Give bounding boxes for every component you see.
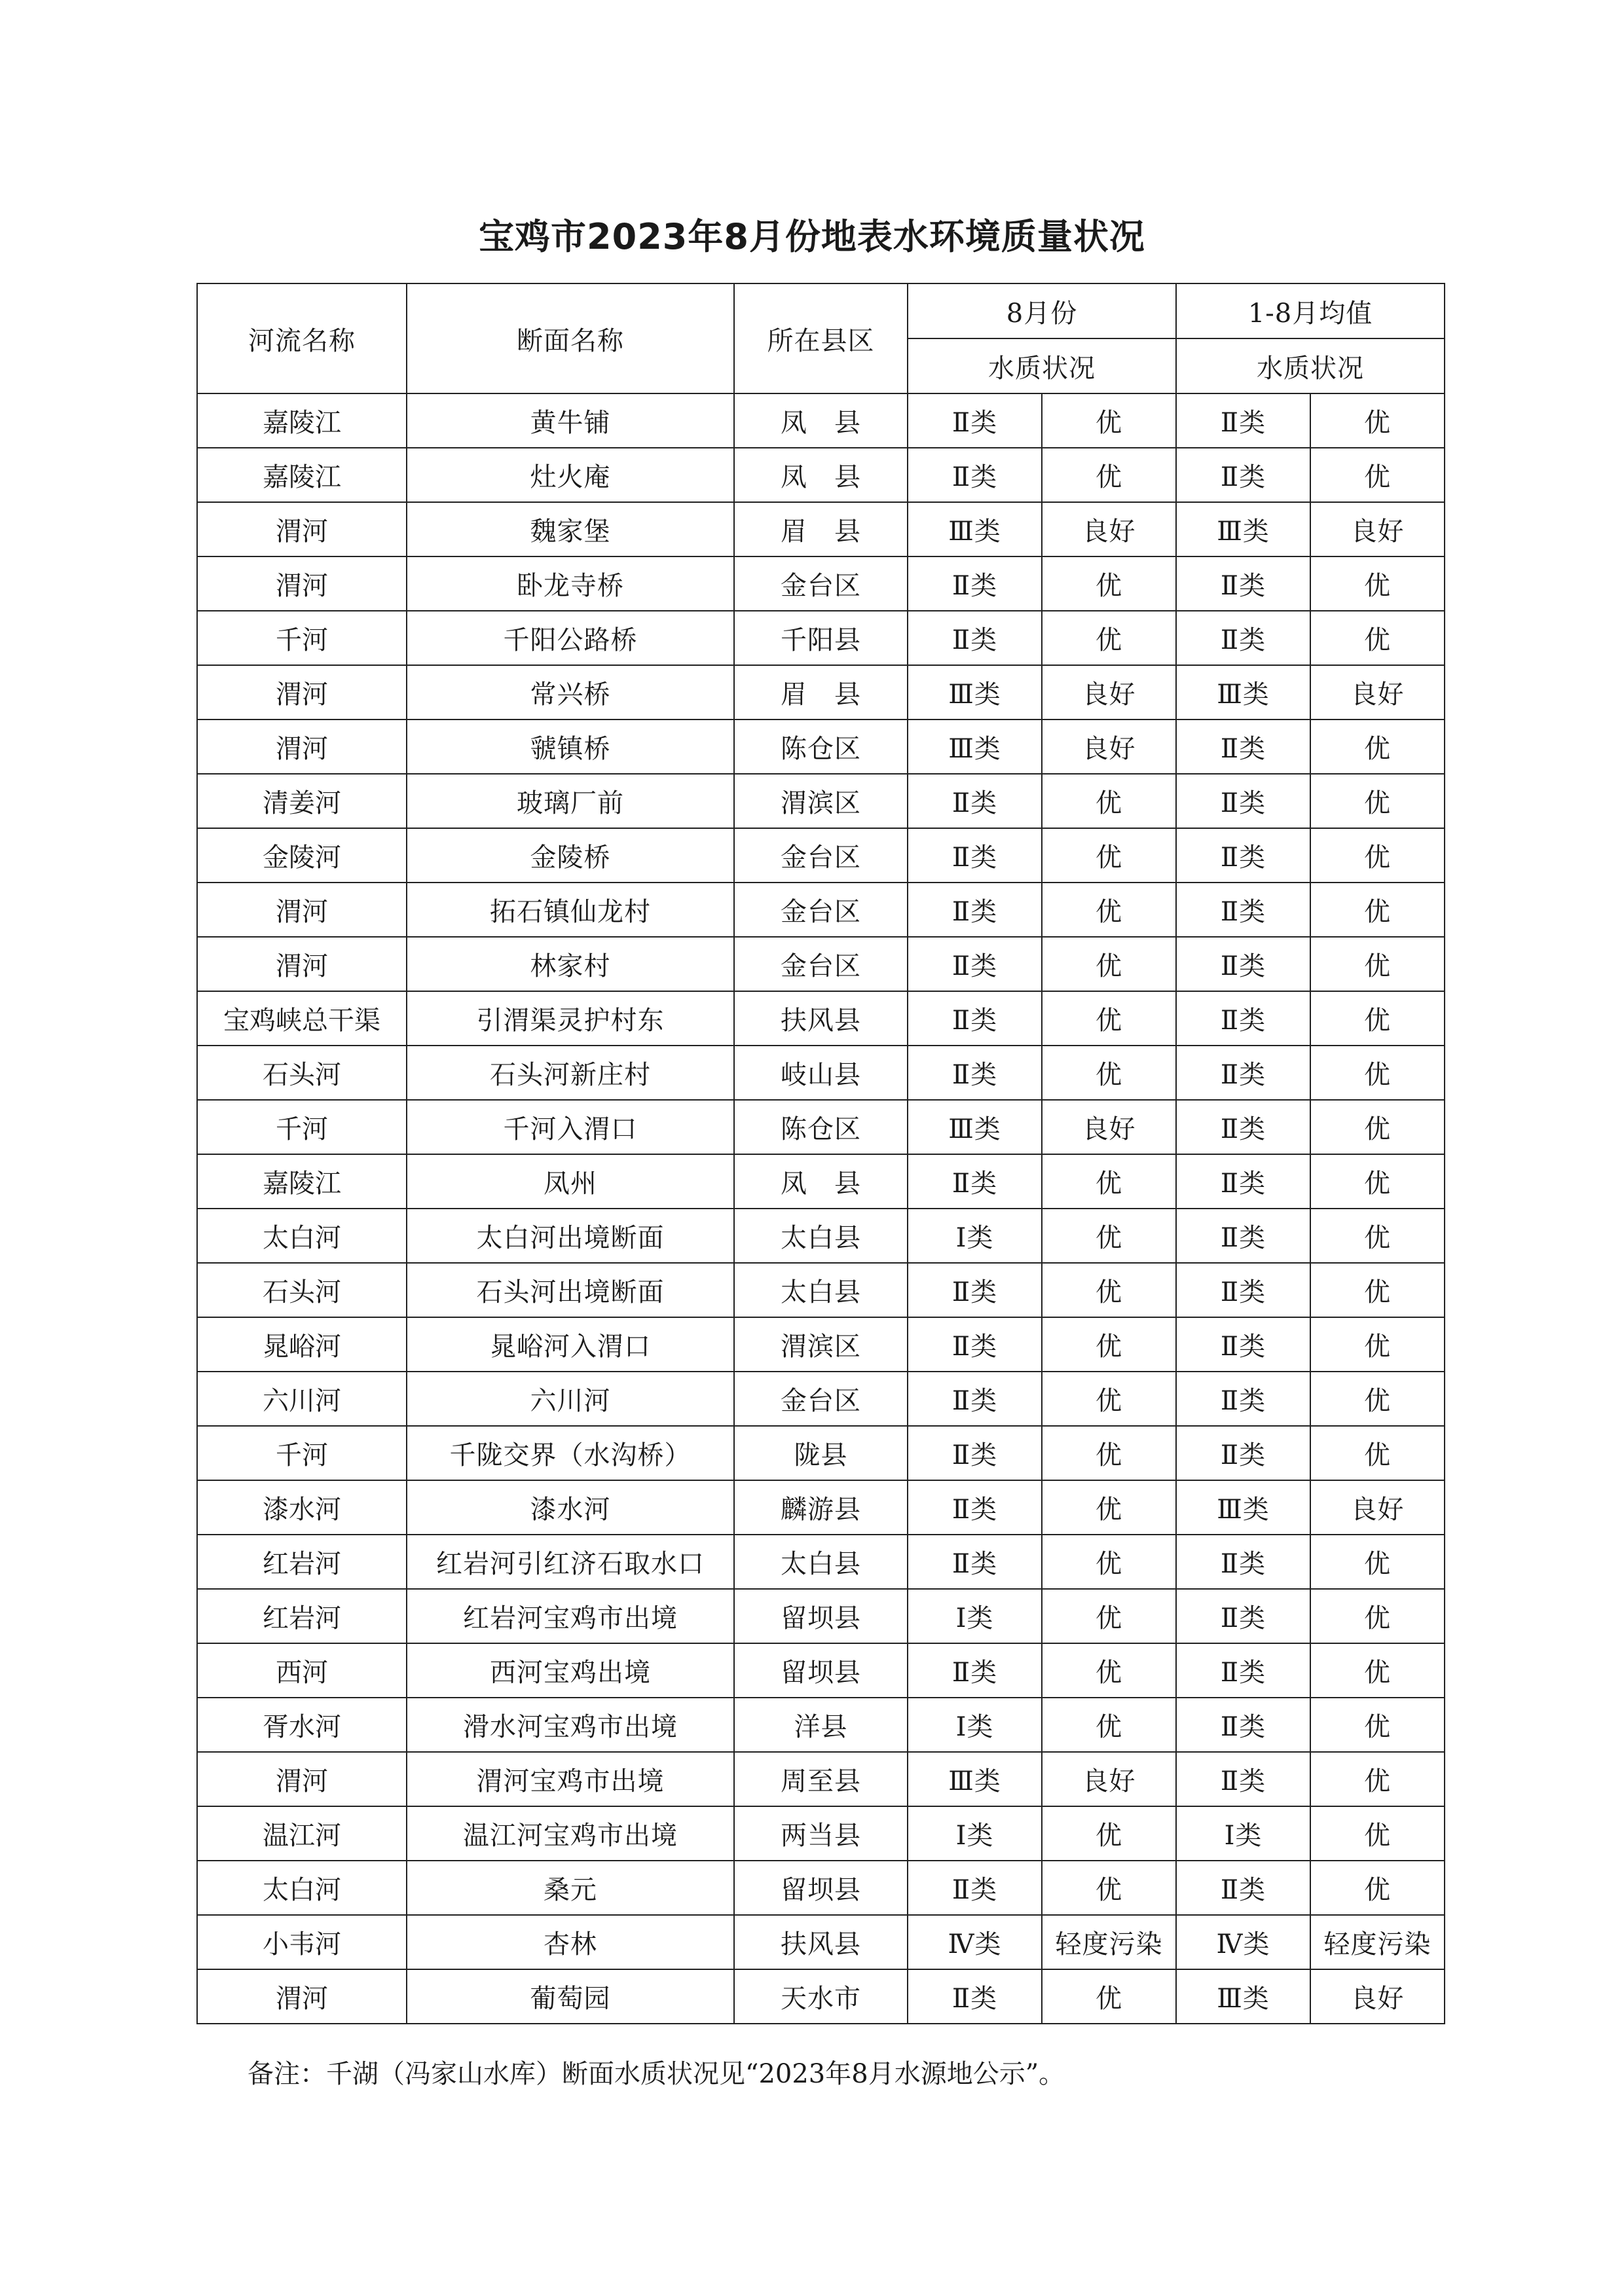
average-level-cell: 优 [1310,556,1445,611]
august-level-cell: 优 [1042,393,1176,448]
average-class-cell: Ⅱ类 [1176,1643,1310,1698]
august-class-cell: Ⅲ类 [908,720,1042,774]
average-class-cell: Ⅲ类 [1176,665,1310,720]
august-class-cell: Ⅱ类 [908,556,1042,611]
average-class-cell: Ⅱ类 [1176,1535,1310,1589]
average-class-cell: Ⅱ类 [1176,1209,1310,1263]
county-cell: 陇县 [734,1426,908,1480]
section-name-cell: 林家村 [407,937,734,991]
table-row [197,393,1445,448]
section-name-cell: 常兴桥 [407,665,734,720]
section-name-cell: 凤州 [407,1154,734,1209]
average-class-cell: Ⅱ类 [1176,828,1310,883]
county-cell: 金台区 [734,828,908,883]
county-cell: 留坝县 [734,1643,908,1698]
table-row [197,828,1445,883]
august-class-cell: Ⅱ类 [908,828,1042,883]
county-cell: 太白县 [734,1263,908,1317]
average-level-cell: 优 [1310,937,1445,991]
river-name-cell: 太白河 [197,1209,407,1263]
average-class-cell: Ⅱ类 [1176,1861,1310,1915]
section-name-cell: 千陇交界（水沟桥） [407,1426,734,1480]
august-class-cell: Ⅲ类 [908,1752,1042,1806]
august-level-cell: 优 [1042,1480,1176,1535]
august-level-cell: 优 [1042,448,1176,502]
section-name-cell: 六川河 [407,1372,734,1426]
county-cell: 洋县 [734,1698,908,1752]
average-level-cell: 优 [1310,1317,1445,1372]
august-class-cell: Ⅱ类 [908,937,1042,991]
county-cell: 渭滨区 [734,1317,908,1372]
river-name-cell: 渭河 [197,1752,407,1806]
average-level-cell: 优 [1310,1154,1445,1209]
section-name-cell: 渭河宝鸡市出境 [407,1752,734,1806]
average-level-cell: 优 [1310,1643,1445,1698]
table-row [197,937,1445,991]
section-name-cell: 引渭渠灵护村东 [407,991,734,1046]
average-level-cell: 优 [1310,448,1445,502]
header-county: 所在县区 [734,283,908,393]
table-row [197,1154,1445,1209]
river-name-cell: 渭河 [197,502,407,556]
august-level-cell: 优 [1042,611,1176,665]
header-august: 8月份 [908,283,1176,338]
august-level-cell: 良好 [1042,665,1176,720]
average-class-cell: Ⅱ类 [1176,1698,1310,1752]
river-name-cell: 嘉陵江 [197,448,407,502]
average-level-cell: 优 [1310,1263,1445,1317]
table-row [197,1698,1445,1752]
august-class-cell: Ⅲ类 [908,665,1042,720]
august-class-cell: Ⅱ类 [908,1154,1042,1209]
page-title: 宝鸡市2023年8月份地表水环境质量状况 [479,216,1145,257]
table-header [197,283,1445,393]
average-level-cell: 优 [1310,883,1445,937]
august-level-cell: 良好 [1042,720,1176,774]
average-class-cell: Ⅲ类 [1176,1969,1310,2024]
average-level-cell: 优 [1310,774,1445,828]
river-name-cell: 千河 [197,611,407,665]
table-row [197,1100,1445,1154]
average-level-cell: 优 [1310,1752,1445,1806]
county-cell: 留坝县 [734,1861,908,1915]
average-level-cell: 优 [1310,611,1445,665]
river-name-cell: 石头河 [197,1263,407,1317]
table-row [197,1317,1445,1372]
august-class-cell: Ⅳ类 [908,1915,1042,1969]
august-class-cell: Ⅱ类 [908,1861,1042,1915]
header-august-quality: 水质状况 [908,338,1176,393]
table-row [197,1426,1445,1480]
average-class-cell: Ⅱ类 [1176,774,1310,828]
table-row [197,1263,1445,1317]
section-name-cell: 虢镇桥 [407,720,734,774]
river-name-cell: 宝鸡峡总干渠 [197,991,407,1046]
section-name-cell: 葡萄园 [407,1969,734,2024]
table-row [197,1535,1445,1589]
river-name-cell: 西河 [197,1643,407,1698]
average-level-cell: 优 [1310,1426,1445,1480]
section-name-cell: 太白河出境断面 [407,1209,734,1263]
average-level-cell: 优 [1310,1806,1445,1861]
august-level-cell: 优 [1042,883,1176,937]
county-cell: 凤 县 [734,393,908,448]
august-class-cell: Ⅱ类 [908,1426,1042,1480]
average-level-cell: 优 [1310,1209,1445,1263]
river-name-cell: 红岩河 [197,1535,407,1589]
august-level-cell: 良好 [1042,502,1176,556]
river-name-cell: 胥水河 [197,1698,407,1752]
county-cell: 金台区 [734,1372,908,1426]
header-river-name: 河流名称 [197,283,407,393]
average-level-cell: 良好 [1310,1480,1445,1535]
august-class-cell: Ⅱ类 [908,611,1042,665]
average-class-cell: Ⅱ类 [1176,1426,1310,1480]
august-level-cell: 优 [1042,1861,1176,1915]
county-cell: 留坝县 [734,1589,908,1643]
river-name-cell: 嘉陵江 [197,393,407,448]
county-cell: 金台区 [734,883,908,937]
average-level-cell: 优 [1310,828,1445,883]
table-row [197,1861,1445,1915]
river-name-cell: 渭河 [197,883,407,937]
river-name-cell: 渭河 [197,556,407,611]
section-name-cell: 灶火庵 [407,448,734,502]
average-level-cell: 优 [1310,1698,1445,1752]
river-name-cell: 嘉陵江 [197,1154,407,1209]
august-class-cell: Ⅱ类 [908,774,1042,828]
river-name-cell: 太白河 [197,1861,407,1915]
average-class-cell: Ⅱ类 [1176,1046,1310,1100]
section-name-cell: 卧龙寺桥 [407,556,734,611]
river-name-cell: 漆水河 [197,1480,407,1535]
table-row [197,1643,1445,1698]
average-class-cell: Ⅳ类 [1176,1915,1310,1969]
august-level-cell: 优 [1042,991,1176,1046]
average-class-cell: Ⅱ类 [1176,556,1310,611]
average-class-cell: Ⅱ类 [1176,1100,1310,1154]
county-cell: 两当县 [734,1806,908,1861]
river-name-cell: 六川河 [197,1372,407,1426]
average-class-cell: Ⅱ类 [1176,720,1310,774]
august-level-cell: 优 [1042,1589,1176,1643]
august-level-cell: 优 [1042,1535,1176,1589]
august-level-cell: 优 [1042,1046,1176,1100]
section-name-cell: 西河宝鸡出境 [407,1643,734,1698]
table-row [197,1046,1445,1100]
august-class-cell: Ⅱ类 [908,393,1042,448]
average-class-cell: Ⅱ类 [1176,1317,1310,1372]
river-name-cell: 晁峪河 [197,1317,407,1372]
county-cell: 陈仓区 [734,1100,908,1154]
county-cell: 太白县 [734,1535,908,1589]
august-level-cell: 优 [1042,1969,1176,2024]
august-level-cell: 优 [1042,774,1176,828]
table-row [197,1969,1445,2024]
section-name-cell: 石头河出境断面 [407,1263,734,1317]
august-level-cell: 优 [1042,1372,1176,1426]
county-cell: 岐山县 [734,1046,908,1100]
table-row [197,1480,1445,1535]
header-jan-aug-average: 1-8月均值 [1176,283,1445,338]
section-name-cell: 千河入渭口 [407,1100,734,1154]
river-name-cell: 石头河 [197,1046,407,1100]
table-row [197,448,1445,502]
river-name-cell: 小韦河 [197,1915,407,1969]
section-name-cell: 晁峪河入渭口 [407,1317,734,1372]
august-class-cell: Ⅱ类 [908,448,1042,502]
table-row [197,556,1445,611]
august-level-cell: 优 [1042,1806,1176,1861]
river-name-cell: 清姜河 [197,774,407,828]
table-row [197,665,1445,720]
august-level-cell: 优 [1042,1426,1176,1480]
average-level-cell: 优 [1310,1861,1445,1915]
table-row [197,991,1445,1046]
header-section-name: 断面名称 [407,283,734,393]
county-cell: 金台区 [734,937,908,991]
table-row [197,1915,1445,1969]
table-row [197,611,1445,665]
average-level-cell: 轻度污染 [1310,1915,1445,1969]
august-level-cell: 优 [1042,1643,1176,1698]
average-level-cell: 良好 [1310,665,1445,720]
table-row [197,1806,1445,1861]
august-class-cell: Ⅱ类 [908,1535,1042,1589]
average-level-cell: 良好 [1310,1969,1445,2024]
average-class-cell: Ⅱ类 [1176,1589,1310,1643]
section-name-cell: 石头河新庄村 [407,1046,734,1100]
header-average-quality: 水质状况 [1176,338,1445,393]
table-row [197,1589,1445,1643]
average-class-cell: Ⅱ类 [1176,1372,1310,1426]
river-name-cell: 千河 [197,1426,407,1480]
table-row [197,1209,1445,1263]
county-cell: 扶风县 [734,991,908,1046]
august-class-cell: Ⅱ类 [908,1643,1042,1698]
section-name-cell: 黄牛铺 [407,393,734,448]
august-level-cell: 优 [1042,828,1176,883]
section-name-cell: 红岩河引红济石取水口 [407,1535,734,1589]
county-cell: 天水市 [734,1969,908,2024]
average-class-cell: Ⅱ类 [1176,991,1310,1046]
water-quality-table-container [196,283,1444,2024]
river-name-cell: 千河 [197,1100,407,1154]
august-level-cell: 优 [1042,1154,1176,1209]
footnote: 备注：千湖（冯家山水库）断面水质状况见“2023年8月水源地公示”。 [248,2059,1065,2089]
section-name-cell: 滑水河宝鸡市出境 [407,1698,734,1752]
august-level-cell: 优 [1042,1209,1176,1263]
average-class-cell: Ⅱ类 [1176,448,1310,502]
august-class-cell: Ⅱ类 [908,1263,1042,1317]
county-cell: 金台区 [734,556,908,611]
average-class-cell: Ⅲ类 [1176,502,1310,556]
average-level-cell: 优 [1310,720,1445,774]
section-name-cell: 桑元 [407,1861,734,1915]
average-level-cell: 优 [1310,1100,1445,1154]
average-class-cell: Ⅱ类 [1176,393,1310,448]
august-class-cell: Ⅰ类 [908,1589,1042,1643]
section-name-cell: 拓石镇仙龙村 [407,883,734,937]
section-name-cell: 温江河宝鸡市出境 [407,1806,734,1861]
average-class-cell: Ⅱ类 [1176,937,1310,991]
table-row [197,720,1445,774]
table-body [197,393,1445,2024]
table-row [197,1752,1445,1806]
august-level-cell: 优 [1042,1698,1176,1752]
county-cell: 陈仓区 [734,720,908,774]
river-name-cell: 温江河 [197,1806,407,1861]
august-class-cell: Ⅱ类 [908,1317,1042,1372]
river-name-cell: 红岩河 [197,1589,407,1643]
august-class-cell: Ⅰ类 [908,1698,1042,1752]
section-name-cell: 漆水河 [407,1480,734,1535]
average-class-cell: Ⅱ类 [1176,611,1310,665]
county-cell: 凤 县 [734,1154,908,1209]
table-row [197,774,1445,828]
county-cell: 周至县 [734,1752,908,1806]
table-row [197,883,1445,937]
august-level-cell: 良好 [1042,1752,1176,1806]
section-name-cell: 魏家堡 [407,502,734,556]
section-name-cell: 金陵桥 [407,828,734,883]
august-class-cell: Ⅱ类 [908,883,1042,937]
average-class-cell: Ⅱ类 [1176,1752,1310,1806]
august-class-cell: Ⅲ类 [908,502,1042,556]
average-level-cell: 优 [1310,1589,1445,1643]
section-name-cell: 玻璃厂前 [407,774,734,828]
august-level-cell: 优 [1042,1263,1176,1317]
county-cell: 眉 县 [734,502,908,556]
county-cell: 扶风县 [734,1915,908,1969]
august-class-cell: Ⅱ类 [908,1969,1042,2024]
average-level-cell: 优 [1310,1372,1445,1426]
section-name-cell: 红岩河宝鸡市出境 [407,1589,734,1643]
river-name-cell: 渭河 [197,720,407,774]
county-cell: 千阳县 [734,611,908,665]
august-level-cell: 优 [1042,556,1176,611]
county-cell: 麟游县 [734,1480,908,1535]
august-class-cell: Ⅱ类 [908,1480,1042,1535]
average-level-cell: 良好 [1310,502,1445,556]
water-quality-table [196,283,1445,2024]
table-row [197,502,1445,556]
average-class-cell: Ⅱ类 [1176,883,1310,937]
august-level-cell: 轻度污染 [1042,1915,1176,1969]
average-level-cell: 优 [1310,1535,1445,1589]
county-cell: 太白县 [734,1209,908,1263]
average-class-cell: Ⅱ类 [1176,1263,1310,1317]
average-level-cell: 优 [1310,393,1445,448]
section-name-cell: 千阳公路桥 [407,611,734,665]
county-cell: 渭滨区 [734,774,908,828]
table-row [197,1372,1445,1426]
river-name-cell: 金陵河 [197,828,407,883]
average-class-cell: Ⅲ类 [1176,1480,1310,1535]
august-class-cell: Ⅰ类 [908,1209,1042,1263]
august-class-cell: Ⅰ类 [908,1806,1042,1861]
county-cell: 凤 县 [734,448,908,502]
august-level-cell: 优 [1042,937,1176,991]
august-class-cell: Ⅱ类 [908,1046,1042,1100]
county-cell: 眉 县 [734,665,908,720]
river-name-cell: 渭河 [197,665,407,720]
august-class-cell: Ⅱ类 [908,991,1042,1046]
average-class-cell: Ⅱ类 [1176,1154,1310,1209]
section-name-cell: 杏林 [407,1915,734,1969]
average-level-cell: 优 [1310,991,1445,1046]
river-name-cell: 渭河 [197,1969,407,2024]
august-class-cell: Ⅲ类 [908,1100,1042,1154]
river-name-cell: 渭河 [197,937,407,991]
average-class-cell: Ⅰ类 [1176,1806,1310,1861]
august-class-cell: Ⅱ类 [908,1372,1042,1426]
august-level-cell: 优 [1042,1317,1176,1372]
average-level-cell: 优 [1310,1046,1445,1100]
august-level-cell: 良好 [1042,1100,1176,1154]
